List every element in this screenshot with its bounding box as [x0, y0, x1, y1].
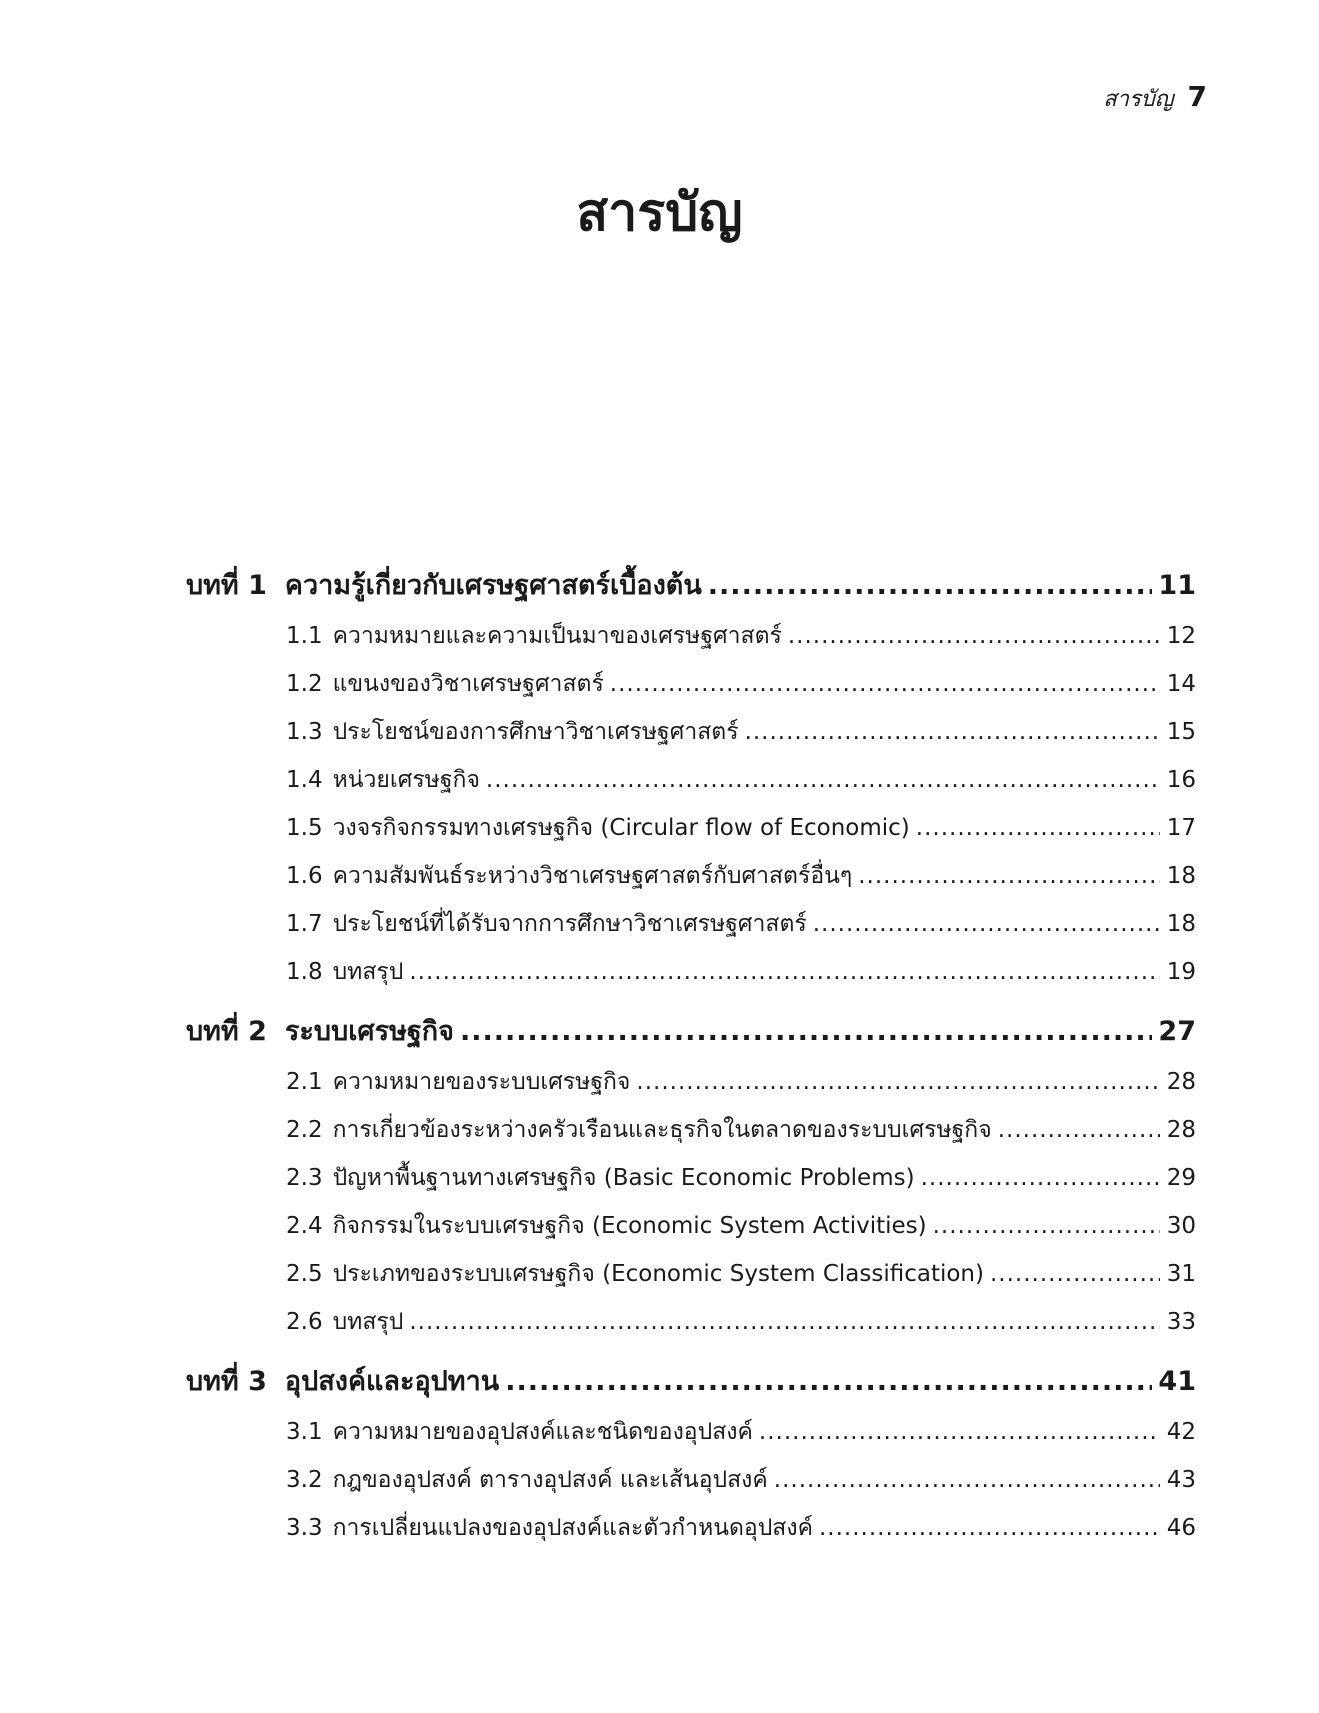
- section-number: 1.6: [286, 863, 323, 889]
- section-number: 1.1: [286, 623, 323, 649]
- section-page-number: 28: [1166, 1117, 1196, 1143]
- section-title: ประโยชน์ของการศึกษาวิชาเศรษฐศาสตร์: [332, 719, 739, 745]
- chapter-heading[interactable]: [186, 560, 1196, 612]
- section-number: 1.4: [286, 767, 323, 793]
- dot-leader: [921, 1154, 1160, 1202]
- section-title: ความหมายของระบบเศรษฐกิจ: [332, 1069, 631, 1095]
- toc-entry[interactable]: [186, 1106, 1196, 1154]
- section-page-number: 19: [1166, 959, 1196, 985]
- dot-leader: [774, 1456, 1160, 1504]
- toc-entry[interactable]: [186, 1504, 1196, 1552]
- section-title: กฎของอุปสงค์ ตารางอุปสงค์ และเส้นอุปสงค์: [332, 1467, 768, 1493]
- dot-leader: [708, 560, 1153, 612]
- running-header-page-number: 7: [1187, 80, 1207, 113]
- dot-leader: [813, 900, 1160, 948]
- section-title: ความสัมพันธ์ระหว่างวิชาเศรษฐศาสตร์กับศาสตร์อื่นๆ: [332, 863, 853, 889]
- chapter-heading[interactable]: [186, 1356, 1196, 1408]
- chapter-page-number: 27: [1158, 1016, 1196, 1047]
- section-number: 1.7: [286, 911, 323, 937]
- chapter-2: [186, 1006, 1196, 1346]
- section-page-number: 28: [1166, 1069, 1196, 1095]
- toc-entry[interactable]: [186, 612, 1196, 660]
- section-page-number: 46: [1166, 1515, 1196, 1541]
- section-page-number: 16: [1166, 767, 1196, 793]
- toc-entry[interactable]: [186, 1250, 1196, 1298]
- dot-leader: [990, 1250, 1160, 1298]
- dot-leader: [916, 804, 1160, 852]
- dot-leader: [759, 1408, 1160, 1456]
- section-number: 2.6: [286, 1309, 323, 1335]
- section-number: 2.2: [286, 1117, 323, 1143]
- section-page-number: 18: [1166, 911, 1196, 937]
- section-page-number: 30: [1166, 1213, 1196, 1239]
- toc-entry[interactable]: [186, 756, 1196, 804]
- toc-entry[interactable]: [186, 948, 1196, 996]
- section-title: ประเภทของระบบเศรษฐกิจ (Economic System Classification): [332, 1261, 984, 1287]
- toc-entry[interactable]: [186, 804, 1196, 852]
- chapter-title: ระบบเศรษฐกิจ: [284, 1016, 454, 1047]
- section-page-number: 43: [1166, 1467, 1196, 1493]
- section-number: 3.3: [286, 1515, 323, 1541]
- section-title: การเปลี่ยนแปลงของอุปสงค์และตัวกำหนดอุปสงค์: [332, 1515, 813, 1541]
- toc-entry[interactable]: [186, 1298, 1196, 1346]
- section-title: วงจรกิจกรรมทางเศรษฐกิจ (Circular flow of Economic): [332, 815, 910, 841]
- section-number: 2.3: [286, 1165, 323, 1191]
- section-number: 1.2: [286, 671, 323, 697]
- chapter-title: อุปสงค์และอุปทาน: [284, 1366, 500, 1397]
- toc-entry[interactable]: [186, 852, 1196, 900]
- dot-leader: [610, 660, 1160, 708]
- section-title: ปัญหาพื้นฐานทางเศรษฐกิจ (Basic Economic Problems): [332, 1165, 915, 1191]
- running-header: [1103, 80, 1207, 116]
- section-title: บทสรุป: [332, 959, 404, 985]
- toc-entry[interactable]: [186, 660, 1196, 708]
- toc-entry[interactable]: [186, 1154, 1196, 1202]
- dot-leader: [858, 852, 1160, 900]
- chapter-1: [186, 560, 1196, 996]
- section-title: ประโยชน์ที่ได้รับจากการศึกษาวิชาเศรษฐศาสตร์: [332, 911, 807, 937]
- toc-entry[interactable]: [186, 1202, 1196, 1250]
- section-title: บทสรุป: [332, 1309, 404, 1335]
- section-title: ความหมายของอุปสงค์และชนิดของอุปสงค์: [332, 1419, 753, 1445]
- dot-leader: [505, 1356, 1152, 1408]
- section-page-number: 33: [1166, 1309, 1196, 1335]
- section-number: 2.1: [286, 1069, 323, 1095]
- page-title: สารบัญ: [576, 183, 743, 243]
- dot-leader: [998, 1106, 1160, 1154]
- section-title: หน่วยเศรษฐกิจ: [332, 767, 480, 793]
- section-page-number: 15: [1166, 719, 1196, 745]
- dot-leader: [409, 948, 1160, 996]
- section-page-number: 17: [1166, 815, 1196, 841]
- section-page-number: 12: [1166, 623, 1196, 649]
- section-number: 2.5: [286, 1261, 323, 1287]
- section-page-number: 31: [1166, 1261, 1196, 1287]
- toc-entry[interactable]: [186, 708, 1196, 756]
- section-number: 1.3: [286, 719, 323, 745]
- toc-entry[interactable]: [186, 1456, 1196, 1504]
- dot-leader: [788, 612, 1160, 660]
- chapter-title: ความรู้เกี่ยวกับเศรษฐศาสตร์เบื้องต้น: [284, 570, 702, 601]
- dot-leader: [933, 1202, 1160, 1250]
- dot-leader: [819, 1504, 1160, 1552]
- dot-leader: [460, 1006, 1152, 1058]
- chapter-page-number: 41: [1158, 1366, 1196, 1397]
- dot-leader: [486, 756, 1160, 804]
- table-of-contents: [186, 560, 1196, 1562]
- section-title: ความหมายและความเป็นมาของเศรษฐศาสตร์: [332, 623, 782, 649]
- chapter-3: [186, 1356, 1196, 1552]
- chapter-number: บทที่ 1: [186, 570, 267, 601]
- dot-leader: [636, 1058, 1160, 1106]
- section-title: แขนงของวิชาเศรษฐศาสตร์: [332, 671, 604, 697]
- running-header-label: สารบัญ: [1103, 87, 1174, 112]
- section-number: 1.5: [286, 815, 323, 841]
- section-title: การเกี่ยวข้องระหว่างครัวเรือนและธุรกิจในตลาดของระบบเศรษฐกิจ: [332, 1117, 992, 1143]
- chapter-heading[interactable]: [186, 1006, 1196, 1058]
- chapter-number: บทที่ 3: [186, 1366, 267, 1397]
- section-page-number: 14: [1166, 671, 1196, 697]
- section-number: 2.4: [286, 1213, 323, 1239]
- section-page-number: 18: [1166, 863, 1196, 889]
- section-number: 3.1: [286, 1419, 323, 1445]
- section-page-number: 42: [1166, 1419, 1196, 1445]
- dot-leader: [745, 708, 1160, 756]
- toc-entry[interactable]: [186, 900, 1196, 948]
- dot-leader: [409, 1298, 1160, 1346]
- chapter-number: บทที่ 2: [186, 1016, 267, 1047]
- toc-entry[interactable]: [186, 1408, 1196, 1456]
- section-page-number: 29: [1166, 1165, 1196, 1191]
- section-number: 1.8: [286, 959, 323, 985]
- chapter-page-number: 11: [1158, 570, 1196, 601]
- toc-entry[interactable]: [186, 1058, 1196, 1106]
- section-number: 3.2: [286, 1467, 323, 1493]
- section-title: กิจกรรมในระบบเศรษฐกิจ (Economic System Activities): [332, 1213, 927, 1239]
